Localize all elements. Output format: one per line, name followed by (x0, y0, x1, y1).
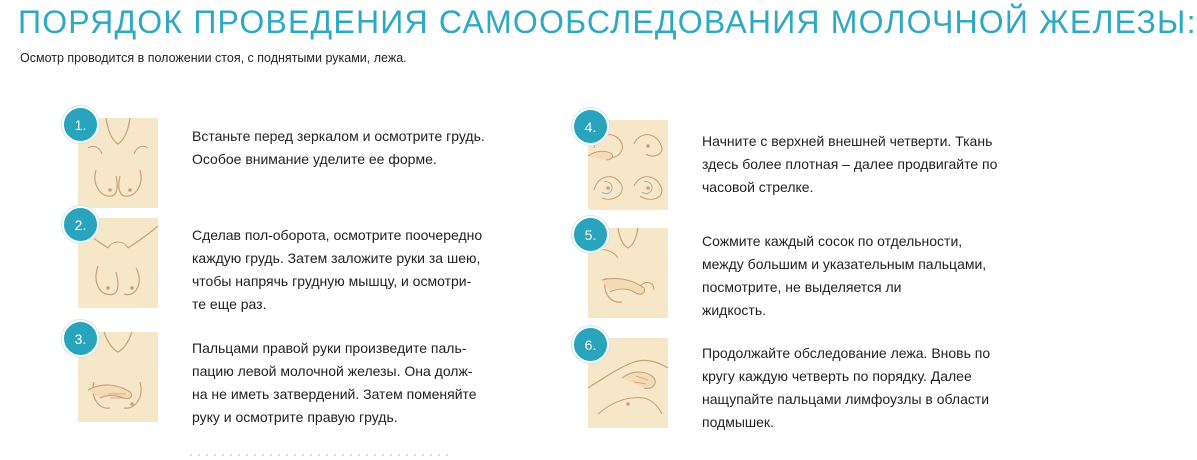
step-1 (62, 106, 542, 216)
step-5-text: Сожмите каждый сосок по отдельности, между большим и указательным пальцами, посмотрите, не выделяется ли жидкость. (702, 233, 987, 318)
step-1-number-badge: 1. (62, 106, 99, 143)
step-4-text: Начните с верхней внешней четверти. Ткань здесь более плотная – далее продвигайте по часовой стрелке. (702, 133, 998, 195)
step-6 (572, 326, 1052, 436)
page-title: ПОРЯДОК ПРОВЕДЕНИЯ САМООБСЛЕДОВАНИЯ МОЛОЧНОЙ ЖЕЛЕЗЫ: (18, 4, 1197, 40)
page-subtitle: Осмотр проводится в положении стоя, с поднятыми руками, лежа. (20, 51, 407, 65)
step-5 (572, 216, 1052, 326)
step-1-text: Встаньте перед зеркалом и осмотрите грудь. Особое внимание уделите ее форме. (192, 128, 485, 167)
step-2-text: Сделав пол-оборота, осмотрите поочередно каждую грудь. Затем заложите руки за шею, чтобы напрячь грудную мышцу, и осмотри- те еще раз. (192, 227, 483, 312)
step-2-number-badge: 2. (62, 206, 99, 243)
step-3-number-badge: 3. (62, 320, 99, 357)
step-2 (62, 206, 542, 316)
step-4 (572, 108, 1052, 218)
step-5-number-badge: 5. (572, 216, 609, 253)
decorative-dotted-line (190, 452, 450, 458)
step-6-text: Продолжайте обследование лежа. Вновь по кругу каждую четверть по порядку. Далее нащупайте пальцами лимфоузлы в области подмышек. (702, 345, 991, 430)
step-3 (62, 320, 542, 430)
step-3-text: Пальцами правой руки произведите паль- пацию левой молочной железы. Она долж- на не иметь затвердений. Затем поменяйте руку и осмотрите правую грудь. (192, 340, 477, 425)
step-4-number-badge: 4. (572, 108, 609, 145)
step-6-number-badge: 6. (572, 326, 609, 363)
